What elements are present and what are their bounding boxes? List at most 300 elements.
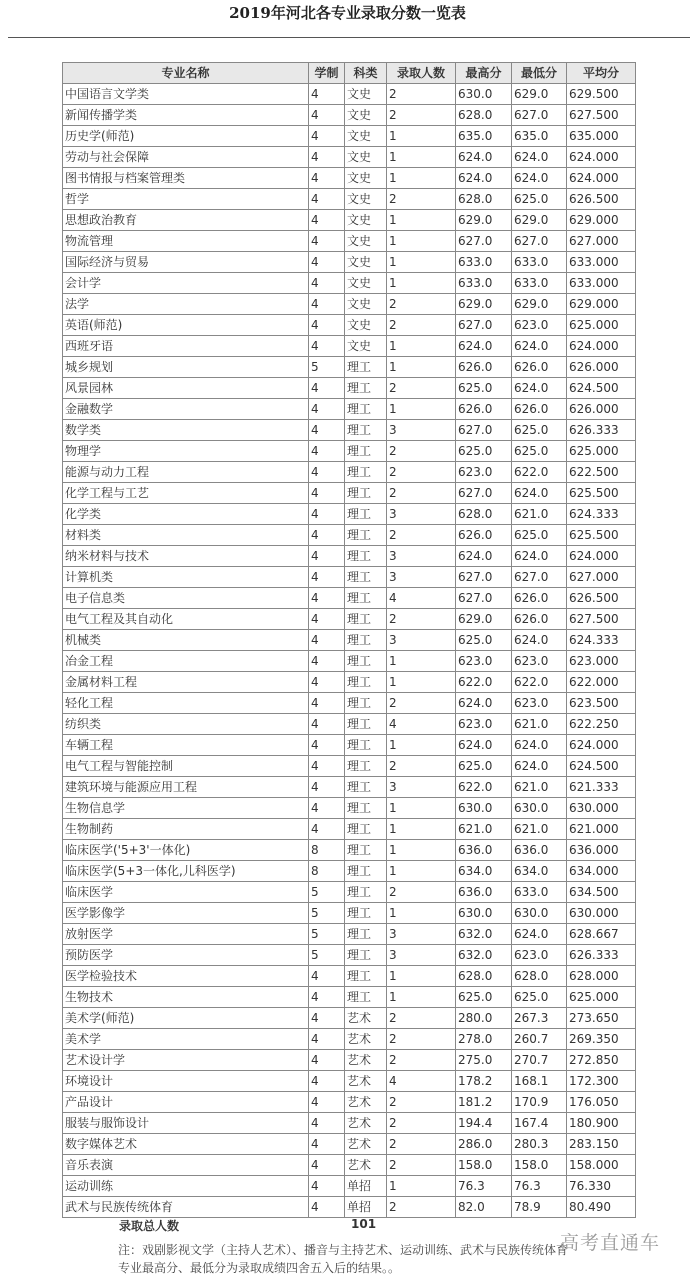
cell-duration: 4 bbox=[309, 441, 345, 462]
cell-max-score: 628.0 bbox=[456, 504, 512, 525]
cell-avg-score: 635.000 bbox=[567, 126, 636, 147]
cell-duration: 4 bbox=[309, 126, 345, 147]
cell-category: 理工 bbox=[345, 357, 387, 378]
cell-max-score: 178.2 bbox=[456, 1071, 512, 1092]
cell-major: 风景园林 bbox=[63, 378, 309, 399]
cell-avg-score: 621.000 bbox=[567, 819, 636, 840]
cell-avg-score: 634.000 bbox=[567, 861, 636, 882]
table-row bbox=[63, 378, 636, 399]
cell-min-score: 627.0 bbox=[512, 231, 567, 252]
cell-duration: 4 bbox=[309, 672, 345, 693]
cell-avg-score: 622.250 bbox=[567, 714, 636, 735]
cell-avg-score: 625.500 bbox=[567, 483, 636, 504]
cell-major: 电子信息类 bbox=[63, 588, 309, 609]
cell-max-score: 632.0 bbox=[456, 945, 512, 966]
cell-avg-score: 623.000 bbox=[567, 651, 636, 672]
cell-avg-score: 636.000 bbox=[567, 840, 636, 861]
cell-avg-score: 624.500 bbox=[567, 756, 636, 777]
cell-duration: 4 bbox=[309, 1113, 345, 1134]
cell-avg-score: 624.333 bbox=[567, 504, 636, 525]
cell-major: 冶金工程 bbox=[63, 651, 309, 672]
table-row bbox=[63, 714, 636, 735]
cell-major: 数学类 bbox=[63, 420, 309, 441]
cell-avg-score: 625.000 bbox=[567, 987, 636, 1008]
cell-avg-score: 624.000 bbox=[567, 168, 636, 189]
cell-max-score: 76.3 bbox=[456, 1176, 512, 1197]
cell-admitted: 4 bbox=[387, 714, 456, 735]
cell-max-score: 626.0 bbox=[456, 357, 512, 378]
cell-duration: 4 bbox=[309, 735, 345, 756]
cell-major: 美术学(师范) bbox=[63, 1008, 309, 1029]
cell-category: 文史 bbox=[345, 315, 387, 336]
cell-duration: 4 bbox=[309, 714, 345, 735]
cell-min-score: 260.7 bbox=[512, 1029, 567, 1050]
cell-max-score: 633.0 bbox=[456, 273, 512, 294]
header-min-score: 最低分 bbox=[512, 63, 567, 84]
cell-duration: 4 bbox=[309, 147, 345, 168]
cell-admitted: 4 bbox=[387, 1071, 456, 1092]
cell-admitted: 1 bbox=[387, 672, 456, 693]
cell-admitted: 2 bbox=[387, 609, 456, 630]
cell-max-score: 629.0 bbox=[456, 609, 512, 630]
cell-avg-score: 272.850 bbox=[567, 1050, 636, 1071]
cell-category: 理工 bbox=[345, 882, 387, 903]
cell-admitted: 1 bbox=[387, 987, 456, 1008]
cell-min-score: 621.0 bbox=[512, 819, 567, 840]
table-row bbox=[63, 735, 636, 756]
footnote: 注：戏剧影视文学（主持人艺术）、播音与主持艺术、运动训练、武术与民族传统体育专业最高分、最低分为录取成绩四舍五入后的结果。。 bbox=[118, 1243, 569, 1275]
cell-major: 电气工程与智能控制 bbox=[63, 756, 309, 777]
cell-admitted: 2 bbox=[387, 882, 456, 903]
cell-major: 图书情报与档案管理类 bbox=[63, 168, 309, 189]
cell-max-score: 625.0 bbox=[456, 987, 512, 1008]
table-row bbox=[63, 609, 636, 630]
cell-avg-score: 625.000 bbox=[567, 315, 636, 336]
cell-duration: 4 bbox=[309, 294, 345, 315]
cell-major: 能源与动力工程 bbox=[63, 462, 309, 483]
table-row bbox=[63, 966, 636, 987]
cell-max-score: 626.0 bbox=[456, 525, 512, 546]
table-row bbox=[63, 1029, 636, 1050]
cell-admitted: 2 bbox=[387, 1113, 456, 1134]
cell-duration: 4 bbox=[309, 168, 345, 189]
cell-min-score: 270.7 bbox=[512, 1050, 567, 1071]
cell-max-score: 622.0 bbox=[456, 777, 512, 798]
table-row bbox=[63, 924, 636, 945]
cell-avg-score: 626.000 bbox=[567, 357, 636, 378]
cell-avg-score: 634.500 bbox=[567, 882, 636, 903]
cell-avg-score: 626.000 bbox=[567, 399, 636, 420]
table-row bbox=[63, 630, 636, 651]
cell-max-score: 623.0 bbox=[456, 462, 512, 483]
cell-min-score: 633.0 bbox=[512, 252, 567, 273]
cell-admitted: 1 bbox=[387, 819, 456, 840]
cell-min-score: 623.0 bbox=[512, 945, 567, 966]
table-row bbox=[63, 483, 636, 504]
cell-min-score: 627.0 bbox=[512, 105, 567, 126]
cell-max-score: 633.0 bbox=[456, 252, 512, 273]
cell-max-score: 636.0 bbox=[456, 840, 512, 861]
cell-admitted: 2 bbox=[387, 1050, 456, 1071]
cell-max-score: 622.0 bbox=[456, 672, 512, 693]
cell-max-score: 625.0 bbox=[456, 441, 512, 462]
table-row bbox=[63, 210, 636, 231]
cell-admitted: 2 bbox=[387, 105, 456, 126]
cell-admitted: 3 bbox=[387, 630, 456, 651]
cell-admitted: 4 bbox=[387, 588, 456, 609]
cell-major: 建筑环境与能源应用工程 bbox=[63, 777, 309, 798]
cell-avg-score: 622.500 bbox=[567, 462, 636, 483]
cell-min-score: 624.0 bbox=[512, 147, 567, 168]
cell-admitted: 1 bbox=[387, 1176, 456, 1197]
cell-min-score: 628.0 bbox=[512, 966, 567, 987]
cell-admitted: 1 bbox=[387, 840, 456, 861]
cell-major: 机械类 bbox=[63, 630, 309, 651]
cell-max-score: 632.0 bbox=[456, 924, 512, 945]
cell-major: 物流管理 bbox=[63, 231, 309, 252]
cell-duration: 4 bbox=[309, 1176, 345, 1197]
cell-category: 艺术 bbox=[345, 1113, 387, 1134]
cell-major: 中国语言文学类 bbox=[63, 84, 309, 105]
page-title: 2019年河北各专业录取分数一览表 bbox=[229, 4, 466, 22]
cell-duration: 4 bbox=[309, 252, 345, 273]
cell-major: 哲学 bbox=[63, 189, 309, 210]
cell-admitted: 1 bbox=[387, 357, 456, 378]
cell-duration: 8 bbox=[309, 840, 345, 861]
cell-major: 化学工程与工艺 bbox=[63, 483, 309, 504]
cell-admitted: 1 bbox=[387, 399, 456, 420]
cell-major: 国际经济与贸易 bbox=[63, 252, 309, 273]
cell-avg-score: 625.500 bbox=[567, 525, 636, 546]
cell-min-score: 630.0 bbox=[512, 798, 567, 819]
cell-category: 文史 bbox=[345, 294, 387, 315]
cell-major: 物理学 bbox=[63, 441, 309, 462]
cell-max-score: 628.0 bbox=[456, 105, 512, 126]
title-divider bbox=[8, 37, 690, 38]
cell-major: 生物制药 bbox=[63, 819, 309, 840]
cell-min-score: 629.0 bbox=[512, 294, 567, 315]
cell-min-score: 621.0 bbox=[512, 777, 567, 798]
cell-duration: 4 bbox=[309, 420, 345, 441]
cell-category: 理工 bbox=[345, 714, 387, 735]
cell-category: 艺术 bbox=[345, 1092, 387, 1113]
cell-avg-score: 628.000 bbox=[567, 966, 636, 987]
cell-admitted: 1 bbox=[387, 273, 456, 294]
cell-admitted: 2 bbox=[387, 441, 456, 462]
cell-category: 理工 bbox=[345, 966, 387, 987]
cell-duration: 5 bbox=[309, 945, 345, 966]
cell-max-score: 627.0 bbox=[456, 231, 512, 252]
cell-min-score: 267.3 bbox=[512, 1008, 567, 1029]
cell-major: 医学检验技术 bbox=[63, 966, 309, 987]
table-row bbox=[63, 840, 636, 861]
cell-min-score: 629.0 bbox=[512, 210, 567, 231]
cell-avg-score: 633.000 bbox=[567, 252, 636, 273]
cell-category: 文史 bbox=[345, 210, 387, 231]
cell-min-score: 158.0 bbox=[512, 1155, 567, 1176]
cell-min-score: 627.0 bbox=[512, 567, 567, 588]
table-row bbox=[63, 861, 636, 882]
cell-major: 金融数学 bbox=[63, 399, 309, 420]
cell-avg-score: 624.500 bbox=[567, 378, 636, 399]
cell-admitted: 2 bbox=[387, 84, 456, 105]
cell-major: 劳动与社会保障 bbox=[63, 147, 309, 168]
table-row bbox=[63, 357, 636, 378]
cell-admitted: 2 bbox=[387, 756, 456, 777]
cell-category: 理工 bbox=[345, 504, 387, 525]
cell-major: 美术学 bbox=[63, 1029, 309, 1050]
watermark-logo: 高考直通车 bbox=[560, 1232, 661, 1254]
cell-duration: 8 bbox=[309, 861, 345, 882]
cell-max-score: 624.0 bbox=[456, 336, 512, 357]
table-row bbox=[63, 147, 636, 168]
cell-category: 文史 bbox=[345, 252, 387, 273]
cell-max-score: 275.0 bbox=[456, 1050, 512, 1071]
cell-max-score: 280.0 bbox=[456, 1008, 512, 1029]
cell-min-score: 624.0 bbox=[512, 735, 567, 756]
cell-max-score: 627.0 bbox=[456, 420, 512, 441]
cell-admitted: 1 bbox=[387, 966, 456, 987]
table-row bbox=[63, 84, 636, 105]
cell-avg-score: 80.490 bbox=[567, 1197, 636, 1218]
cell-duration: 4 bbox=[309, 1092, 345, 1113]
cell-admitted: 2 bbox=[387, 189, 456, 210]
cell-max-score: 630.0 bbox=[456, 903, 512, 924]
cell-category: 理工 bbox=[345, 441, 387, 462]
cell-category: 文史 bbox=[345, 126, 387, 147]
table-row bbox=[63, 126, 636, 147]
cell-major: 预防医学 bbox=[63, 945, 309, 966]
cell-admitted: 3 bbox=[387, 924, 456, 945]
cell-max-score: 621.0 bbox=[456, 819, 512, 840]
table-row bbox=[63, 504, 636, 525]
table-row bbox=[63, 1071, 636, 1092]
cell-duration: 4 bbox=[309, 1071, 345, 1092]
cell-admitted: 1 bbox=[387, 336, 456, 357]
cell-avg-score: 633.000 bbox=[567, 273, 636, 294]
cell-avg-score: 180.900 bbox=[567, 1113, 636, 1134]
header-admitted: 录取人数 bbox=[387, 63, 456, 84]
cell-min-score: 623.0 bbox=[512, 315, 567, 336]
cell-min-score: 623.0 bbox=[512, 651, 567, 672]
cell-avg-score: 624.000 bbox=[567, 336, 636, 357]
cell-major: 思想政治教育 bbox=[63, 210, 309, 231]
cell-avg-score: 627.500 bbox=[567, 609, 636, 630]
cell-admitted: 2 bbox=[387, 1197, 456, 1218]
cell-avg-score: 628.667 bbox=[567, 924, 636, 945]
cell-max-score: 624.0 bbox=[456, 147, 512, 168]
cell-category: 理工 bbox=[345, 840, 387, 861]
header-major: 专业名称 bbox=[63, 63, 309, 84]
cell-admitted: 2 bbox=[387, 693, 456, 714]
admission-scores-table bbox=[62, 62, 636, 1218]
table-row bbox=[63, 273, 636, 294]
cell-duration: 4 bbox=[309, 105, 345, 126]
table-row bbox=[63, 252, 636, 273]
cell-category: 艺术 bbox=[345, 1071, 387, 1092]
cell-avg-score: 273.650 bbox=[567, 1008, 636, 1029]
table-row bbox=[63, 441, 636, 462]
cell-admitted: 3 bbox=[387, 420, 456, 441]
cell-duration: 4 bbox=[309, 336, 345, 357]
cell-min-score: 280.3 bbox=[512, 1134, 567, 1155]
cell-avg-score: 622.000 bbox=[567, 672, 636, 693]
cell-min-score: 626.0 bbox=[512, 588, 567, 609]
cell-admitted: 3 bbox=[387, 567, 456, 588]
table-row bbox=[63, 462, 636, 483]
table-row bbox=[63, 315, 636, 336]
table-row bbox=[63, 756, 636, 777]
table-row bbox=[63, 798, 636, 819]
cell-max-score: 624.0 bbox=[456, 546, 512, 567]
cell-duration: 4 bbox=[309, 210, 345, 231]
table-row bbox=[63, 189, 636, 210]
cell-min-score: 625.0 bbox=[512, 441, 567, 462]
table-row bbox=[63, 903, 636, 924]
cell-major: 法学 bbox=[63, 294, 309, 315]
cell-max-score: 627.0 bbox=[456, 567, 512, 588]
cell-max-score: 623.0 bbox=[456, 714, 512, 735]
table-row bbox=[63, 336, 636, 357]
cell-duration: 4 bbox=[309, 1134, 345, 1155]
cell-admitted: 2 bbox=[387, 525, 456, 546]
cell-category: 理工 bbox=[345, 378, 387, 399]
cell-category: 文史 bbox=[345, 231, 387, 252]
cell-major: 生物技术 bbox=[63, 987, 309, 1008]
cell-admitted: 2 bbox=[387, 315, 456, 336]
cell-avg-score: 625.000 bbox=[567, 441, 636, 462]
cell-min-score: 633.0 bbox=[512, 882, 567, 903]
cell-min-score: 78.9 bbox=[512, 1197, 567, 1218]
cell-min-score: 633.0 bbox=[512, 273, 567, 294]
cell-max-score: 624.0 bbox=[456, 693, 512, 714]
table-row bbox=[63, 651, 636, 672]
cell-duration: 4 bbox=[309, 84, 345, 105]
cell-category: 文史 bbox=[345, 168, 387, 189]
cell-avg-score: 624.000 bbox=[567, 735, 636, 756]
cell-category: 文史 bbox=[345, 105, 387, 126]
cell-max-score: 181.2 bbox=[456, 1092, 512, 1113]
cell-category: 理工 bbox=[345, 525, 387, 546]
cell-avg-score: 629.000 bbox=[567, 294, 636, 315]
cell-admitted: 1 bbox=[387, 231, 456, 252]
cell-avg-score: 627.500 bbox=[567, 105, 636, 126]
cell-admitted: 3 bbox=[387, 945, 456, 966]
cell-major: 电气工程及其自动化 bbox=[63, 609, 309, 630]
cell-duration: 4 bbox=[309, 504, 345, 525]
cell-category: 理工 bbox=[345, 588, 387, 609]
cell-min-score: 636.0 bbox=[512, 840, 567, 861]
cell-major: 历史学(师范) bbox=[63, 126, 309, 147]
cell-duration: 4 bbox=[309, 1197, 345, 1218]
cell-min-score: 626.0 bbox=[512, 399, 567, 420]
cell-duration: 4 bbox=[309, 966, 345, 987]
cell-min-score: 624.0 bbox=[512, 630, 567, 651]
cell-duration: 4 bbox=[309, 546, 345, 567]
cell-admitted: 1 bbox=[387, 210, 456, 231]
cell-duration: 4 bbox=[309, 798, 345, 819]
cell-admitted: 2 bbox=[387, 483, 456, 504]
cell-category: 理工 bbox=[345, 399, 387, 420]
cell-max-score: 627.0 bbox=[456, 315, 512, 336]
table-row bbox=[63, 1092, 636, 1113]
cell-avg-score: 626.500 bbox=[567, 588, 636, 609]
cell-major: 新闻传播学类 bbox=[63, 105, 309, 126]
cell-max-score: 286.0 bbox=[456, 1134, 512, 1155]
cell-admitted: 2 bbox=[387, 1008, 456, 1029]
cell-duration: 4 bbox=[309, 483, 345, 504]
cell-admitted: 1 bbox=[387, 861, 456, 882]
cell-min-score: 629.0 bbox=[512, 84, 567, 105]
cell-category: 理工 bbox=[345, 903, 387, 924]
table-row bbox=[63, 672, 636, 693]
cell-min-score: 624.0 bbox=[512, 168, 567, 189]
cell-category: 文史 bbox=[345, 147, 387, 168]
cell-major: 临床医学(5+3一体化,儿科医学) bbox=[63, 861, 309, 882]
cell-admitted: 1 bbox=[387, 252, 456, 273]
cell-duration: 4 bbox=[309, 987, 345, 1008]
cell-duration: 4 bbox=[309, 588, 345, 609]
cell-category: 文史 bbox=[345, 84, 387, 105]
cell-min-score: 634.0 bbox=[512, 861, 567, 882]
cell-avg-score: 624.000 bbox=[567, 546, 636, 567]
cell-min-score: 623.0 bbox=[512, 693, 567, 714]
cell-major: 数字媒体艺术 bbox=[63, 1134, 309, 1155]
header-category: 科类 bbox=[345, 63, 387, 84]
table-row bbox=[63, 525, 636, 546]
cell-min-score: 621.0 bbox=[512, 504, 567, 525]
cell-category: 理工 bbox=[345, 735, 387, 756]
cell-avg-score: 158.000 bbox=[567, 1155, 636, 1176]
table-row bbox=[63, 1197, 636, 1218]
cell-max-score: 278.0 bbox=[456, 1029, 512, 1050]
cell-avg-score: 624.000 bbox=[567, 147, 636, 168]
cell-min-score: 624.0 bbox=[512, 924, 567, 945]
cell-major: 计算机类 bbox=[63, 567, 309, 588]
cell-category: 理工 bbox=[345, 945, 387, 966]
cell-category: 艺术 bbox=[345, 1134, 387, 1155]
table-row bbox=[63, 882, 636, 903]
cell-avg-score: 629.000 bbox=[567, 210, 636, 231]
cell-max-score: 624.0 bbox=[456, 735, 512, 756]
cell-duration: 5 bbox=[309, 924, 345, 945]
cell-min-score: 624.0 bbox=[512, 756, 567, 777]
cell-major: 城乡规划 bbox=[63, 357, 309, 378]
table-row bbox=[63, 294, 636, 315]
cell-category: 理工 bbox=[345, 987, 387, 1008]
cell-avg-score: 176.050 bbox=[567, 1092, 636, 1113]
cell-major: 服装与服饰设计 bbox=[63, 1113, 309, 1134]
cell-duration: 4 bbox=[309, 462, 345, 483]
cell-admitted: 2 bbox=[387, 1092, 456, 1113]
cell-admitted: 3 bbox=[387, 777, 456, 798]
cell-category: 理工 bbox=[345, 672, 387, 693]
cell-admitted: 2 bbox=[387, 462, 456, 483]
table-row bbox=[63, 1113, 636, 1134]
cell-category: 理工 bbox=[345, 630, 387, 651]
cell-duration: 4 bbox=[309, 378, 345, 399]
cell-max-score: 629.0 bbox=[456, 294, 512, 315]
cell-duration: 4 bbox=[309, 609, 345, 630]
cell-category: 艺术 bbox=[345, 1008, 387, 1029]
table-row bbox=[63, 168, 636, 189]
cell-major: 艺术设计学 bbox=[63, 1050, 309, 1071]
table-row bbox=[63, 1050, 636, 1071]
cell-admitted: 2 bbox=[387, 1029, 456, 1050]
cell-max-score: 626.0 bbox=[456, 399, 512, 420]
cell-avg-score: 626.333 bbox=[567, 420, 636, 441]
cell-avg-score: 76.330 bbox=[567, 1176, 636, 1197]
